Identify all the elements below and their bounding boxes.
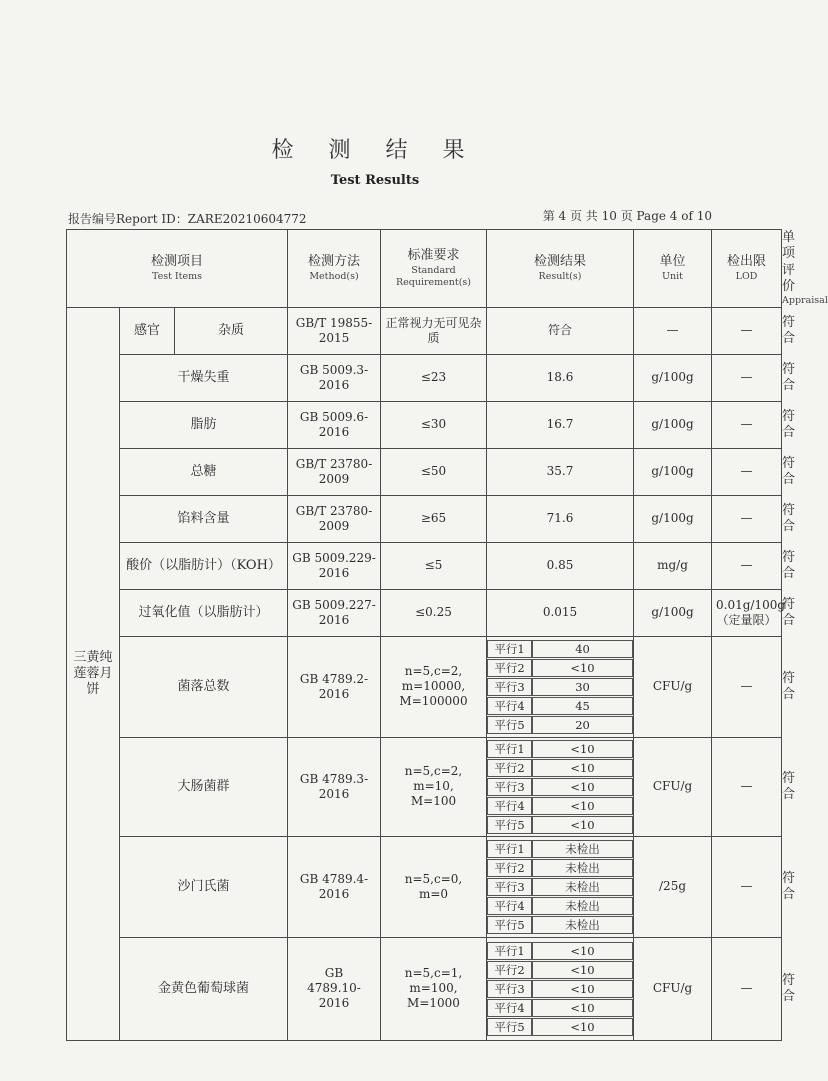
table-row: 干燥失重 GB 5009.3-2016 ≤23 18.6 g/100g — 符合 [67,354,782,401]
table-row: 大肠菌群 GB 4789.3-2016 n=5,c=2, m=10, M=100 平行1 <10 平行2 <10 平行3 <10 平行4 <10 平行5 <10 CFU/g — 符合 [67,737,782,836]
unit: — [634,307,712,354]
method: GB 4789.10-2016 [288,937,381,1040]
unit: /25g [634,836,712,937]
unit: g/100g [634,589,712,636]
parallel-value: <10 [532,961,633,979]
parallel-label: 平行5 [487,716,532,734]
page-number: 第 4 页 共 10 页 Page 4 of 10 [542,209,712,223]
parallel-value: 45 [532,697,633,715]
parallel-table [487,839,633,935]
parallel-label: 平行5 [487,916,532,934]
method: GB 5009.227-2016 [288,589,381,636]
parallel-row [487,916,633,934]
unit: g/100g [634,448,712,495]
unit: g/100g [634,354,712,401]
parallel-row [487,759,633,777]
result: 71.6 [487,495,634,542]
lod: — [712,495,782,542]
header-unit [634,230,712,308]
header-unit-en: Unit [662,270,683,282]
parallel-row [487,659,633,677]
header-result-cn: 检测结果 [534,254,587,270]
parallel-label: 平行3 [487,980,532,998]
parallel-value: <10 [532,659,633,677]
unit: CFU/g [634,636,712,737]
item-name: 馅料含量 [120,495,288,542]
parallel-results [487,737,634,836]
lod: — [712,354,782,401]
results-table [66,229,828,1041]
unit: g/100g [634,495,712,542]
parallel-row [487,740,633,758]
standard: ≤5 [381,542,487,589]
parallel-row [487,678,633,696]
parallel-row [487,897,633,915]
parallel-label: 平行2 [487,859,532,877]
parallel-label: 平行1 [487,640,532,658]
result: 16.7 [487,401,634,448]
table-row: 过氧化值（以脂肪计） GB 5009.227-2016 ≤0.25 0.015 g/100g 0.01g/100g（定量限） 符合 [67,589,782,636]
item-name: 金黄色葡萄球菌 [120,937,288,1040]
parallel-value: <10 [532,980,633,998]
result: 0.85 [487,542,634,589]
parallel-value: <10 [532,1018,633,1036]
parallel-row [487,716,633,734]
parallel-row [487,1018,633,1036]
standard: n=5,c=0, m=0 [381,836,487,937]
item-name: 总糖 [120,448,288,495]
parallel-value: <10 [532,740,633,758]
header-result [487,230,634,308]
header-result-en: Result(s) [538,270,582,282]
standard: n=5,c=2, m=10000, M=100000 [381,636,487,737]
parallel-value: 未检出 [532,859,633,877]
parallel-label: 平行4 [487,999,532,1017]
parallel-label: 平行5 [487,1018,532,1036]
parallel-table [487,639,633,735]
header-standard [381,230,487,308]
lod: — [712,307,782,354]
lod: 0.01g/100g（定量限） [712,589,782,636]
parallel-results [487,836,634,937]
table-row: 酸价（以脂肪计）（KOH） GB 5009.229-2016 ≤5 0.85 mg/g — 符合 [67,542,782,589]
method: GB/T 23780-2009 [288,495,381,542]
parallel-label: 平行4 [487,697,532,715]
header-std-en1: Standard [411,264,456,276]
lod: — [712,448,782,495]
item-name: 脂肪 [120,401,288,448]
header-method-cn: 检测方法 [307,254,360,270]
parallel-value: 30 [532,678,633,696]
parallel-row [487,697,633,715]
parallel-label: 平行1 [487,840,532,858]
method: GB 4789.2-2016 [288,636,381,737]
method: GB 5009.229-2016 [288,542,381,589]
parallel-value: <10 [532,778,633,796]
header-lod-cn: 检出限 [727,254,767,270]
lod: — [712,836,782,937]
parallel-label: 平行2 [487,759,532,777]
parallel-row [487,859,633,877]
parallel-row [487,816,633,834]
parallel-value: <10 [532,797,633,815]
result: 18.6 [487,354,634,401]
parallel-value: 未检出 [532,840,633,858]
result: 0.015 [487,589,634,636]
parallel-row [487,797,633,815]
method: GB/T 19855-2015 [288,307,381,354]
parallel-value: <10 [532,942,633,960]
table-row: 菌落总数 GB 4789.2-2016 n=5,c=2, m=10000, M=100000 平行1 40 平行2 <10 平行3 30 平行4 45 平行5 20 CFU/g — 符合 [67,636,782,737]
report-id: 报告编号Report ID：ZARE20210604772 [68,212,307,226]
parallel-table [487,739,633,835]
parallel-label: 平行4 [487,897,532,915]
header-items-en: Test Items [151,270,202,282]
method: GB/T 23780-2009 [288,448,381,495]
header-std-en2: Requirement(s) [395,276,472,288]
parallel-value: <10 [532,816,633,834]
header-items-cn: 检测项目 [150,254,203,270]
header-row: 检测项目 Test Items 检测方法 Method(s) 标准要求 Standard Requirement(s) 检测结果 Result(s) 单位 Unit 检出限 LOD 单项评价 Appraisal [67,230,782,308]
header-appraisal-cn: 单项评价 [782,230,796,294]
unit: g/100g [634,401,712,448]
parallel-row [487,878,633,896]
parallel-table [487,941,633,1037]
item-name: 酸价（以脂肪计）（KOH） [120,542,288,589]
unit: CFU/g [634,737,712,836]
standard: ≤0.25 [381,589,487,636]
parallel-label: 平行5 [487,816,532,834]
result: 符合 [487,307,634,354]
lod: — [712,401,782,448]
parallel-value: 未检出 [532,897,633,915]
page-title-en: Test Results [330,173,420,188]
unit: mg/g [634,542,712,589]
standard: n=5,c=2, m=10, M=100 [381,737,487,836]
parallel-row [487,961,633,979]
parallel-row [487,942,633,960]
parallel-label: 平行1 [487,942,532,960]
sub-item-name: 杂质 [175,307,288,354]
parallel-value: 未检出 [532,878,633,896]
parallel-value: 40 [532,640,633,658]
parallel-row [487,840,633,858]
parallel-row [487,778,633,796]
method: GB 4789.3-2016 [288,737,381,836]
lod: — [712,937,782,1040]
parallel-row [487,640,633,658]
parallel-value: <10 [532,999,633,1017]
item-name: 菌落总数 [120,636,288,737]
parallel-label: 平行3 [487,878,532,896]
table-row: 金黄色葡萄球菌 GB 4789.10-2016 n=5,c=1, m=100, M=1000 平行1 <10 平行2 <10 平行3 <10 平行4 <10 平行5 <10 CFU/g — 符合 [67,937,782,1040]
parallel-results [487,937,634,1040]
standard: n=5,c=1, m=100, M=1000 [381,937,487,1040]
standard: ≤23 [381,354,487,401]
standard: ≤50 [381,448,487,495]
header-items [67,230,288,308]
sample-name: 三黄纯莲蓉月饼 [67,307,120,1040]
item-name: 感官 [120,307,175,354]
header-method [288,230,381,308]
parallel-value: <10 [532,759,633,777]
table-row: 脂肪 GB 5009.6-2016 ≤30 16.7 g/100g — 符合 [67,401,782,448]
method: GB 5009.6-2016 [288,401,381,448]
item-name: 大肠菌群 [120,737,288,836]
item-name: 沙门氏菌 [120,836,288,937]
lod: — [712,636,782,737]
table-row: 三黄纯莲蓉月饼 感官 杂质 GB/T 19855-2015 正常视力无可见杂质 符合 — — 符合 [67,307,782,354]
standard: 正常视力无可见杂质 [381,307,487,354]
header-lod-en: LOD [735,270,758,282]
table-row: 总糖 GB/T 23780-2009 ≤50 35.7 g/100g — 符合 [67,448,782,495]
parallel-row [487,999,633,1017]
item-name: 干燥失重 [120,354,288,401]
header-lod [712,230,782,308]
item-name: 过氧化值（以脂肪计） [120,589,288,636]
header-std-cn: 标准要求 [407,248,460,264]
parallel-results [487,636,634,737]
parallel-label: 平行2 [487,659,532,677]
lod: — [712,737,782,836]
page-title-cn: 检 测 结 果 [271,138,479,163]
parallel-row [487,980,633,998]
standard: ≤30 [381,401,487,448]
unit: CFU/g [634,937,712,1040]
parallel-label: 平行4 [487,797,532,815]
method: GB 5009.3-2016 [288,354,381,401]
table-row: 馅料含量 GB/T 23780-2009 ≥65 71.6 g/100g — 符合 [67,495,782,542]
parallel-value: 未检出 [532,916,633,934]
standard: ≥65 [381,495,487,542]
parallel-value: 20 [532,716,633,734]
parallel-label: 平行1 [487,740,532,758]
table-row: 沙门氏菌 GB 4789.4-2016 n=5,c=0, m=0 平行1 未检出 平行2 未检出 平行3 未检出 平行4 未检出 平行5 未检出 /25g — 符合 [67,836,782,937]
header-method-en: Method(s) [309,270,359,282]
result: 35.7 [487,448,634,495]
parallel-label: 平行3 [487,778,532,796]
parallel-label: 平行2 [487,961,532,979]
lod: — [712,542,782,589]
header-unit-cn: 单位 [659,254,686,270]
parallel-label: 平行3 [487,678,532,696]
method: GB 4789.4-2016 [288,836,381,937]
